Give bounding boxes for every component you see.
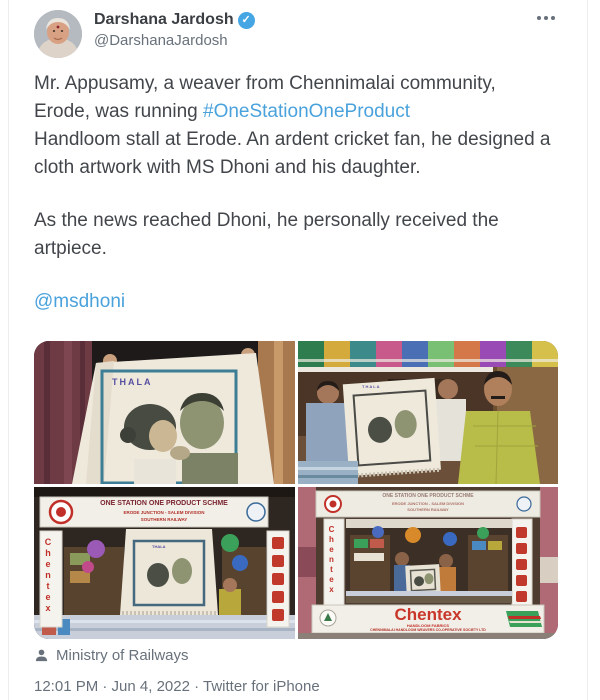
stall-sign-line1: ONE STATION ONE PRODUCT SCHME	[100, 500, 228, 507]
stall-sign-line2: ERODE JUNCTION - SALEM DIVISION	[123, 510, 205, 515]
shop-sub2: CHENNIMALAI HANDLOOM WEAVERS CO-OPERATIVE SOCIETY LTD	[370, 628, 486, 632]
tweet-header	[34, 10, 557, 58]
photo-1[interactable]	[34, 341, 295, 484]
stall-sign-line3-photo4: SOUTHERN RAILWAY	[407, 507, 449, 512]
photo-2[interactable]	[298, 341, 558, 484]
author-handle: @DarshanaJardosh	[94, 32, 228, 49]
tweet-paragraph-2: As the news reached Dhoni, he personally received the artpiece.	[34, 210, 499, 259]
thala-label-photo3: THALA	[152, 544, 166, 549]
tweet-text-1: Mr. Appusamy, a weaver from Chennimalai community, Erode, was running	[34, 73, 496, 122]
thala-label-photo1: THALA	[112, 377, 153, 387]
photo-4[interactable]	[298, 487, 558, 639]
verified-badge-icon: ✓	[238, 12, 255, 29]
shop-banner-left-photo4: Chentex	[327, 525, 336, 595]
stall-sign-line1-photo4: ONE STATION ONE PRODUCT SCHME	[382, 493, 474, 499]
person-icon	[34, 648, 49, 663]
stall-sign-line2-photo4: ERODE JUNCTION - SALEM DIVISION	[391, 501, 464, 506]
stall-sign-line3: SOUTHERN RAILWAY	[140, 517, 188, 522]
shop-name-main: Chentex	[394, 605, 462, 624]
tweet-timestamp: 12:01 PM · Jun 4, 2022 · Twitter for iPhone	[34, 678, 320, 695]
tweet-text-2: Handloom stall at Erode. An ardent cricket fan, he designed a cloth artwork with MS Dhoni and his daughter.	[34, 129, 551, 178]
photo-2-image	[298, 341, 558, 484]
tweet-card	[8, 0, 588, 700]
author-block	[94, 10, 255, 49]
author-name[interactable]: Darshana Jardosh	[94, 11, 234, 28]
photo-grid	[34, 341, 558, 639]
shop-banner-left-photo3: Chentex	[43, 537, 53, 614]
tweet-paragraph-3	[34, 288, 557, 316]
photo-3[interactable]	[34, 487, 295, 639]
mention-link[interactable]: @msdhoni	[34, 291, 126, 312]
tweet-body	[34, 70, 557, 316]
avatar[interactable]	[34, 10, 82, 58]
thala-label-photo2: THALA	[362, 384, 381, 389]
tweet-paragraph-1	[34, 70, 557, 182]
hashtag-link[interactable]: #OneStationOneProduct	[203, 101, 411, 122]
tagged-user-label: Ministry of Railways	[56, 647, 189, 664]
tagged-user-row[interactable]	[34, 647, 557, 664]
more-icon[interactable]	[535, 10, 557, 26]
shop-sub1: HANDLOOM FABRICS	[406, 623, 450, 628]
photo-1-image	[34, 341, 295, 484]
avatar-photo	[34, 10, 82, 58]
